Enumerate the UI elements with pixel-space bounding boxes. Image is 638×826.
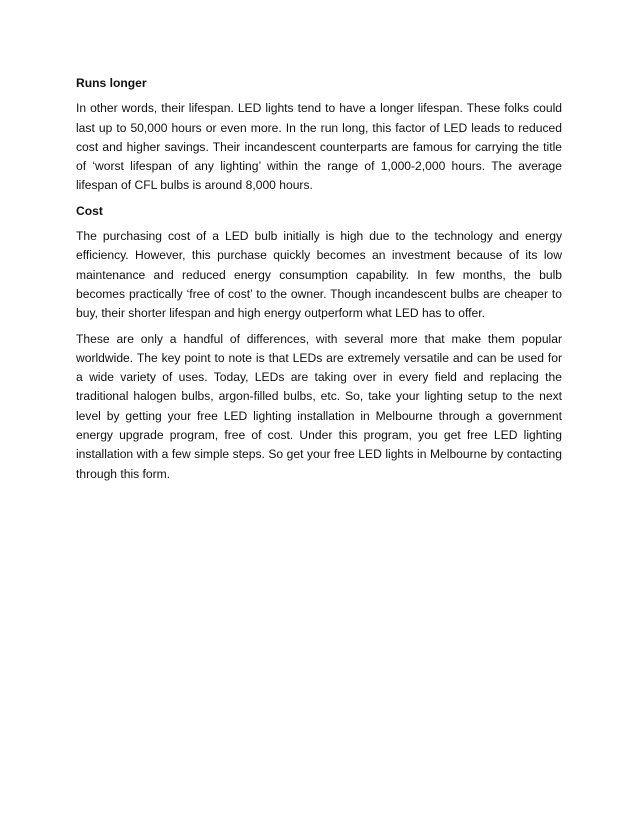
- paragraph-conclusion: These are only a handful of differences, with several more that make them popular worldwide. The key point to note is that LEDs are extremely versatile and can be used for a wide variety of uses. Today, LEDs are taking over in every field and replacing the traditional halogen bulbs, argon-filled bulbs, etc. So, take your lighting setup to the next level by getting your free LED lighting installation in Melbourne through a government energy upgrade program, free of cost. Under this program, you get free LED lighting installation with a few simple steps. So get your free LED lights in Melbourne by contacting through this form.: [76, 331, 562, 481]
- section-heading-cost: Cost: [76, 203, 103, 218]
- paragraph-runs-longer: In other words, their lifespan. LED lights tend to have a longer lifespan. These folks could last up to 50,000 hours or even more. In the run long, this factor of LED leads to reduced cost and higher savings. Their incandescent counterparts are famous for carrying the title of ‘worst lifespan of any lighting’ within the range of 1,000-2,000 hours. The average lifespan of CFL bulbs is around 8,000 hours.: [76, 101, 562, 193]
- section-heading-runs-longer: Runs longer: [76, 76, 147, 90]
- paragraph-cost: The purchasing cost of a LED bulb initially is high due to the technology and energy efficiency. However, this purchase quickly becomes an investment because of its low maintenance and reduced energy consumption capability. In few months, the bulb becomes practically ‘free of cost’ to the owner. Though incandescent bulbs are cheaper to buy, their shorter lifespan and high energy outperform what LED has to offer.: [76, 229, 562, 321]
- document-page: [76, 74, 562, 490]
